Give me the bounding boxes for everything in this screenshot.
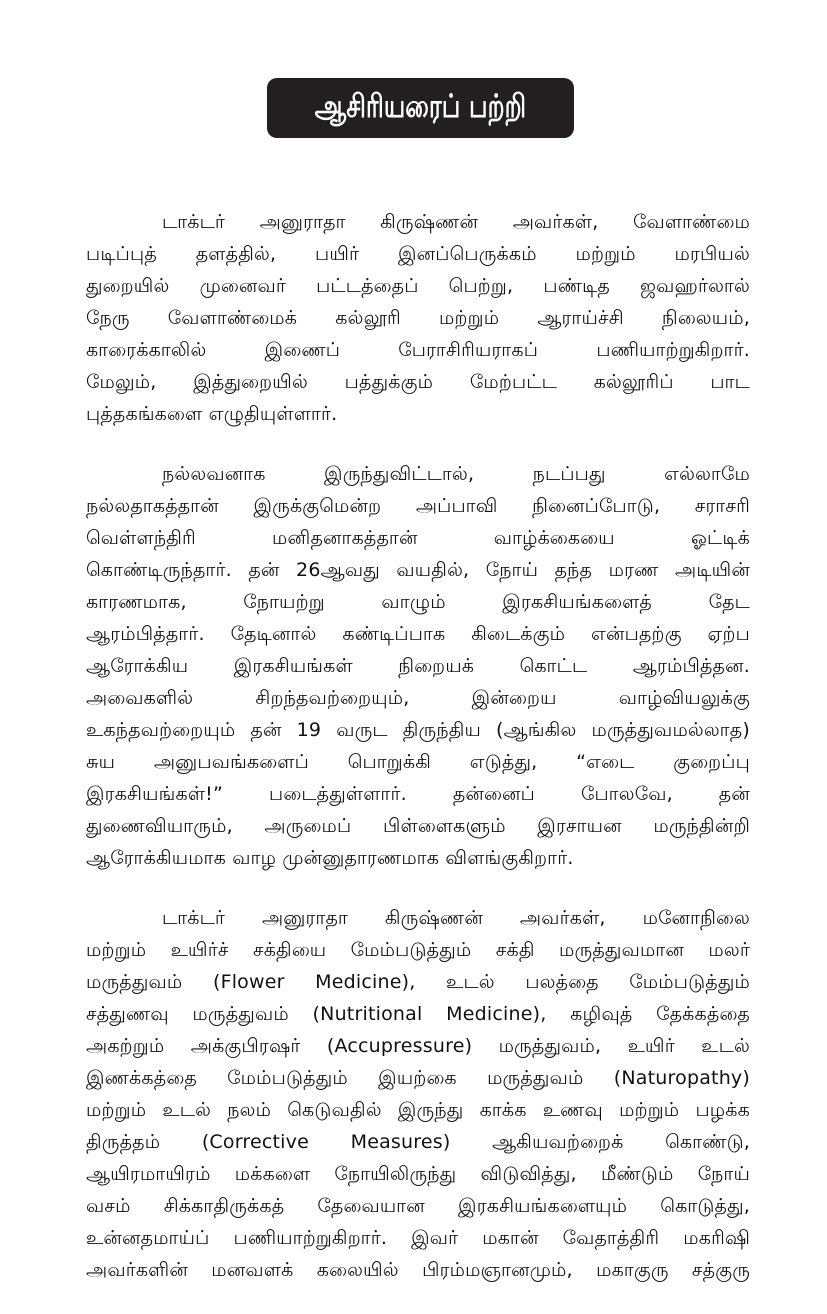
text-line: அவர்களின் மனவளக் கலையில் பிரம்மஞானமும், மகாகுரு சத்குரு [86,1259,750,1281]
text-line: நேரு வேளாண்மைக் கல்லூரி மற்றும் ஆராய்ச்சி நிலையம், [86,307,750,329]
text-line: படிப்புத் தளத்தில், பயிர் இனப்பெருக்கம் மற்றும் மரபியல் [86,243,750,265]
paragraph [86,206,750,430]
text-line: மற்றும் உயிர்ச் சக்தியை மேம்படுத்தும் சக்தி மருத்துவமான மலர் [86,939,750,961]
body-text [86,206,750,1314]
text-line: ஆயிரமாயிரம் மக்களை நோயிலிருந்து விடுவித்து, மீண்டும் நோய் [86,1163,750,1185]
text-line: இணக்கத்தை மேம்படுத்தும் இயற்கை மருத்துவம் (Naturopathy) [86,1067,750,1089]
text-line: நல்லதாகத்தான் இருக்குமென்ற அப்பாவி நினைப்போடு, சராசரி [86,495,750,517]
text-line: ஆரம்பித்தார். தேடினால் கண்டிப்பாக கிடைக்கும் என்பதற்கு ஏற்ப [86,623,750,645]
text-line: சத்துணவு மருத்துவம் (Nutritional Medicine), கழிவுத் தேக்கத்தை [86,1003,750,1025]
text-line: உகந்தவற்றையும் தன் 19 வருட திருந்திய (ஆங்கில மருத்துவமல்லாத) [86,719,750,741]
text-line: மற்றும் உடல் நலம் கெடுவதில் இருந்து காக்க உணவு மற்றும் பழக்க [86,1099,750,1121]
text-line: மேலும், இத்துறையில் பத்துக்கும் மேற்பட்ட கல்லூரிப் பாட [86,371,750,393]
text-line: உன்னதமாய்ப் பணியாற்றுகிறார். இவர் மகான் வேதாத்திரி மகரிஷி [86,1227,750,1249]
text-line: ஆரோக்கிய இரகசியங்கள் நிறையக் கொட்ட ஆரம்பித்தன. [86,655,750,677]
text-line: மருத்துவம் (Flower Medicine), உடல் பலத்தை மேம்படுத்தும் [86,971,750,993]
text-line: புத்தகங்களை எழுதியுள்ளார். [86,403,338,425]
text-line: துணைவியாரும், அருமைப் பிள்ளைகளும் இரசாயன மருந்தின்றி [86,815,750,837]
paragraph [86,458,750,874]
text-line: டாக்டர் அனுராதா கிருஷ்ணன் அவர்கள், மனோநிலை [162,907,750,929]
text-line: இரகசியங்கள்!” படைத்துள்ளார். தன்னைப் போலவே, தன் [86,783,750,805]
text-line: நல்லவனாக இருந்துவிட்டால், நடப்பது எல்லாமே [162,463,750,485]
text-line: அவைகளில் சிறந்தவற்றையும், இன்றைய வாழ்வியலுக்கு [86,687,750,709]
text-line: அகற்றும் அக்குபிரஷர் (Accupressure) மருத்துவம், உயிர் உடல் [86,1035,750,1057]
text-line: திருத்தம் (Corrective Measures) ஆகியவற்றைக் கொண்டு, [86,1131,750,1153]
text-line: சுய அனுபவங்களைப் பொறுக்கி எடுத்து, “எடை குறைப்பு [86,751,750,773]
paragraph [86,902,750,1286]
text-line: கொண்டிருந்தார். தன் 26ஆவது வயதில், நோய் தந்த மரண அடியின் [86,559,750,581]
text-line: ஆரோக்கியமாக வாழ முன்னுதாரணமாக விளங்குகிறார். [86,847,574,869]
text-line: துறையில் முனைவர் பட்டத்தைப் பெற்று, பண்டித ஜவஹர்லால் [86,275,750,297]
text-line: காரைக்காலில் இணைப் பேராசிரியராகப் பணியாற்றுகிறார். [86,339,750,361]
text-line: வசம் சிக்காதிருக்கத் தேவையான இரகசியங்களையும் கொடுத்து, [86,1195,750,1217]
text-line: காரணமாக, நோயற்று வாழும் இரகசியங்களைத் தேட [86,591,750,613]
title-badge [267,78,574,138]
text-line: டாக்டர் அனுராதா கிருஷ்ணன் அவர்கள், வேளாண்மை [162,211,750,233]
page-title: ஆசிரியரைப் பற்றி [314,87,527,125]
text-line: வெள்ளந்திரி மனிதனாகத்தான் வாழ்க்கையை ஓட்டிக் [86,527,750,549]
